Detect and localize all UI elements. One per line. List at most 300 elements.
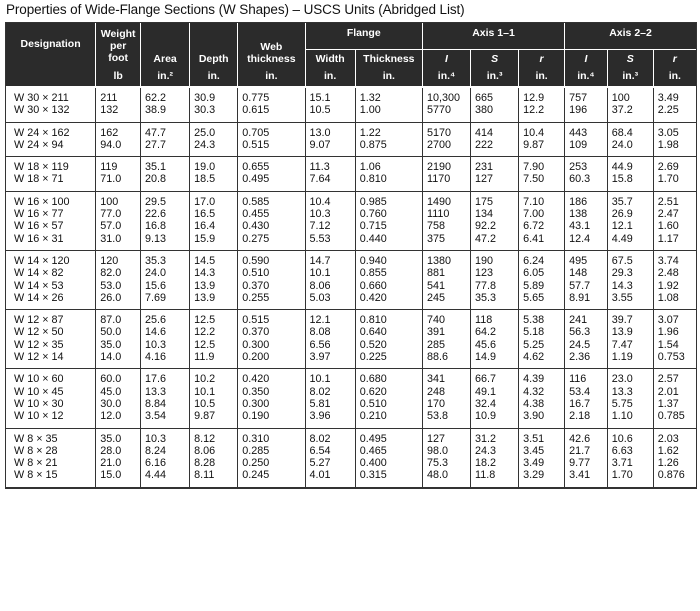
cell-axis1-I: 740 <box>422 310 470 327</box>
cell-depth: 25.0 <box>190 122 238 139</box>
cell-flange-width: 3.97 <box>305 351 355 369</box>
cell-weight: 53.0 <box>96 280 141 292</box>
cell-area: 6.16 <box>141 457 190 469</box>
cell-axis1-r: 6.05 <box>519 267 565 279</box>
cell-axis1-S: 222 <box>471 139 519 157</box>
header-axis1-r: r <box>519 50 565 66</box>
cell-flange-thickness: 0.810 <box>355 173 422 191</box>
cell-axis2-r: 1.08 <box>653 292 696 310</box>
cell-area: 15.6 <box>141 280 190 292</box>
cell-flange-width: 10.1 <box>305 369 355 386</box>
cell-depth: 11.9 <box>190 351 238 369</box>
cell-axis2-S: 68.4 <box>607 122 653 139</box>
cell-flange-width: 10.5 <box>305 104 355 122</box>
cell-axis1-I: 248 <box>422 386 470 398</box>
cell-weight: 28.0 <box>96 445 141 457</box>
header-flange-thickness: Thickness <box>355 50 422 66</box>
cell-designation: W 24 × 162 <box>14 126 70 139</box>
table-row <box>6 250 696 267</box>
cell-axis2-S: 1.19 <box>607 351 653 369</box>
cell-weight: 57.0 <box>96 220 141 232</box>
cell-axis1-I: 127 <box>422 428 470 445</box>
cell-depth: 10.1 <box>190 386 238 398</box>
cell-flange-width: 8.02 <box>305 428 355 445</box>
cell-flange-thickness: 0.660 <box>355 280 422 292</box>
cell-axis2-S: 29.3 <box>607 267 653 279</box>
cell-designation: W 14 × 26 <box>6 292 96 310</box>
cell-flange-width: 5.27 <box>305 457 355 469</box>
cell-axis2-I: 495 <box>565 250 608 267</box>
cell-axis1-I: 375 <box>422 233 470 251</box>
header-axis1-S: S <box>471 50 519 66</box>
cell-axis2-I: 253 <box>565 157 608 174</box>
cell-web-thickness: 0.515 <box>238 310 305 327</box>
cell-axis1-r: 5.65 <box>519 292 565 310</box>
cell-axis2-S: 4.49 <box>607 233 653 251</box>
cell-axis1-I: 75.3 <box>422 457 470 469</box>
cell-flange-width: 14.7 <box>305 250 355 267</box>
cell-axis2-I: 186 <box>565 191 608 208</box>
cell-axis1-r: 12.9 <box>519 87 565 104</box>
cell-axis2-I: 9.77 <box>565 457 608 469</box>
cell-axis1-I: 5770 <box>422 104 470 122</box>
cell-depth: 24.3 <box>190 139 238 157</box>
cell-depth: 8.11 <box>190 469 238 487</box>
header-web-line2: thickness <box>247 53 296 65</box>
cell-depth: 8.28 <box>190 457 238 469</box>
cell-web-thickness: 0.300 <box>238 339 305 351</box>
cell-axis1-I: 1170 <box>422 173 470 191</box>
cell-axis1-S: 32.4 <box>471 398 519 410</box>
cell-flange-thickness: 0.510 <box>355 398 422 410</box>
cell-axis2-r: 2.51 <box>653 191 696 208</box>
table-body <box>6 87 696 487</box>
cell-designation: W 12 × 35 <box>14 338 64 351</box>
cell-area: 27.7 <box>141 139 190 157</box>
cell-axis1-I: 341 <box>422 369 470 386</box>
cell-area: 35.1 <box>141 157 190 174</box>
header-axis1-S-unit: in.³ <box>471 65 519 87</box>
cell-axis2-r: 2.47 <box>653 208 696 220</box>
cell-depth: 13.9 <box>190 280 238 292</box>
cell-web-thickness: 0.310 <box>238 428 305 445</box>
cell-axis1-r: 12.2 <box>519 104 565 122</box>
cell-weight: 35.0 <box>96 428 141 445</box>
cell-weight: 82.0 <box>96 267 141 279</box>
cell-axis2-S: 13.3 <box>607 386 653 398</box>
cell-web-thickness: 0.510 <box>238 267 305 279</box>
cell-flange-thickness: 0.210 <box>355 410 422 428</box>
table-row <box>6 157 696 174</box>
cell-axis1-I: 53.8 <box>422 410 470 428</box>
cell-axis2-I: 53.4 <box>565 386 608 398</box>
cell-axis1-I: 48.0 <box>422 469 470 487</box>
header-weight-line1: Weight <box>100 28 136 40</box>
cell-flange-width: 4.01 <box>305 469 355 487</box>
cell-axis1-S: 380 <box>471 104 519 122</box>
cell-axis1-r: 6.24 <box>519 250 565 267</box>
cell-axis1-r: 3.51 <box>519 428 565 445</box>
cell-flange-thickness: 0.465 <box>355 445 422 457</box>
cell-axis1-r: 3.45 <box>519 445 565 457</box>
cell-axis2-r: 2.48 <box>653 267 696 279</box>
table-row <box>6 457 696 469</box>
cell-flange-width: 10.4 <box>305 191 355 208</box>
cell-weight: 120 <box>96 250 141 267</box>
cell-weight: 26.0 <box>96 292 141 310</box>
header-depth-unit: in. <box>190 65 238 87</box>
cell-axis2-I: 109 <box>565 139 608 157</box>
table-row <box>6 173 696 191</box>
cell-axis1-S: 123 <box>471 267 519 279</box>
table-row <box>6 339 696 351</box>
cell-axis2-I: 116 <box>565 369 608 386</box>
cell-axis1-S: 18.2 <box>471 457 519 469</box>
header-axis1-I-unit: in.⁴ <box>422 65 470 87</box>
table-row <box>6 351 696 369</box>
cell-flange-width: 9.07 <box>305 139 355 157</box>
table-row <box>6 445 696 457</box>
cell-web-thickness: 0.655 <box>238 157 305 174</box>
cell-flange-thickness: 0.715 <box>355 220 422 232</box>
cell-designation: W 18 × 71 <box>6 173 96 191</box>
cell-designation: W 14 × 82 <box>14 267 64 280</box>
header-axis2-I-unit: in.⁴ <box>565 65 608 87</box>
cell-area: 16.8 <box>141 220 190 232</box>
cell-axis1-r: 4.38 <box>519 398 565 410</box>
header-web-thickness <box>238 23 305 65</box>
cell-designation: W 14 × 53 <box>14 279 64 292</box>
cell-axis2-S: 3.71 <box>607 457 653 469</box>
cell-depth: 14.3 <box>190 267 238 279</box>
cell-flange-thickness: 0.855 <box>355 267 422 279</box>
cell-axis2-r: 0.876 <box>653 469 696 487</box>
table-row <box>6 220 696 232</box>
cell-weight: 15.0 <box>96 469 141 487</box>
cell-axis2-S: 24.0 <box>607 139 653 157</box>
table-row <box>6 104 696 122</box>
cell-axis2-I: 24.5 <box>565 339 608 351</box>
cell-designation: W 24 × 94 <box>6 139 96 157</box>
cell-axis2-S: 7.47 <box>607 339 653 351</box>
cell-weight: 211 <box>96 87 141 104</box>
cell-axis1-r: 10.4 <box>519 122 565 139</box>
cell-axis1-I: 285 <box>422 339 470 351</box>
cell-depth: 17.0 <box>190 191 238 208</box>
cell-flange-thickness: 0.315 <box>355 469 422 487</box>
cell-flange-width: 13.0 <box>305 122 355 139</box>
cell-axis1-r: 4.32 <box>519 386 565 398</box>
cell-flange-width: 8.06 <box>305 280 355 292</box>
cell-axis1-S: 92.2 <box>471 220 519 232</box>
cell-axis2-r: 3.74 <box>653 250 696 267</box>
header-weight-line3: foot <box>108 52 129 64</box>
header-weight <box>96 23 141 65</box>
header-depth: Depth <box>190 23 238 65</box>
cell-axis1-I: 1110 <box>422 208 470 220</box>
header-flange: Flange <box>305 23 422 50</box>
cell-axis1-r: 5.38 <box>519 310 565 327</box>
cell-axis2-r: 3.49 <box>653 87 696 104</box>
cell-web-thickness: 0.190 <box>238 410 305 428</box>
cell-web-thickness: 0.590 <box>238 250 305 267</box>
cell-flange-width: 8.02 <box>305 386 355 398</box>
cell-axis2-r: 1.60 <box>653 220 696 232</box>
header-axis1-r-unit: in. <box>519 65 565 87</box>
cell-axis2-r: 1.26 <box>653 457 696 469</box>
header-web-unit: in. <box>238 65 305 87</box>
cell-area: 20.8 <box>141 173 190 191</box>
cell-web-thickness: 0.430 <box>238 220 305 232</box>
cell-axis2-r: 1.98 <box>653 139 696 157</box>
cell-axis1-S: 24.3 <box>471 445 519 457</box>
cell-weight: 119 <box>96 157 141 174</box>
cell-axis2-r: 1.92 <box>653 280 696 292</box>
cell-web-thickness: 0.515 <box>238 139 305 157</box>
cell-designation: W 30 × 211 <box>14 92 69 104</box>
cell-axis2-S: 23.0 <box>607 369 653 386</box>
cell-axis2-S: 1.70 <box>607 469 653 487</box>
cell-web-thickness: 0.245 <box>238 469 305 487</box>
cell-axis2-S: 39.7 <box>607 310 653 327</box>
cell-depth: 8.06 <box>190 445 238 457</box>
cell-designation: W 12 × 87 <box>14 314 64 327</box>
cell-depth: 30.9 <box>190 87 238 104</box>
cell-flange-width: 5.03 <box>305 292 355 310</box>
cell-depth: 12.5 <box>190 339 238 351</box>
cell-axis1-I: 170 <box>422 398 470 410</box>
header-flange-width: Width <box>305 50 355 66</box>
cell-depth: 14.5 <box>190 250 238 267</box>
cell-axis1-S: 14.9 <box>471 351 519 369</box>
cell-axis2-I: 8.91 <box>565 292 608 310</box>
cell-axis1-S: 118 <box>471 310 519 327</box>
cell-axis2-I: 241 <box>565 310 608 327</box>
cell-axis2-S: 13.9 <box>607 326 653 338</box>
cell-flange-thickness: 0.440 <box>355 233 422 251</box>
header-axis-1-1: Axis 1–1 <box>422 23 564 50</box>
cell-designation: W 12 × 14 <box>6 351 96 369</box>
cell-axis2-I: 2.36 <box>565 351 608 369</box>
cell-axis2-I: 757 <box>565 87 608 104</box>
cell-flange-width: 7.12 <box>305 220 355 232</box>
cell-axis2-S: 10.6 <box>607 428 653 445</box>
cell-weight: 45.0 <box>96 386 141 398</box>
cell-axis2-I: 12.4 <box>565 233 608 251</box>
cell-axis2-r: 1.54 <box>653 339 696 351</box>
cell-axis2-S: 14.3 <box>607 280 653 292</box>
cell-flange-width: 7.64 <box>305 173 355 191</box>
cell-flange-width: 3.96 <box>305 410 355 428</box>
cell-depth: 8.12 <box>190 428 238 445</box>
table-row <box>6 191 696 208</box>
cell-area: 38.9 <box>141 104 190 122</box>
cell-weight: 12.0 <box>96 410 141 428</box>
cell-weight: 14.0 <box>96 351 141 369</box>
cell-web-thickness: 0.250 <box>238 457 305 469</box>
cell-axis1-r: 3.29 <box>519 469 565 487</box>
cell-axis1-I: 245 <box>422 292 470 310</box>
cell-axis2-r: 1.17 <box>653 233 696 251</box>
cell-axis1-S: 47.2 <box>471 233 519 251</box>
page-title: Properties of Wide-Flange Sections (W Shapes) – USCS Units (Abridged List) <box>6 2 465 17</box>
cell-flange-thickness: 0.680 <box>355 369 422 386</box>
cell-flange-thickness: 1.32 <box>355 87 422 104</box>
cell-web-thickness: 0.775 <box>238 87 305 104</box>
cell-web-thickness: 0.615 <box>238 104 305 122</box>
cell-weight: 50.0 <box>96 326 141 338</box>
cell-weight: 162 <box>96 122 141 139</box>
cell-weight: 71.0 <box>96 173 141 191</box>
cell-axis2-S: 12.1 <box>607 220 653 232</box>
table-row <box>6 410 696 428</box>
cell-area: 8.84 <box>141 398 190 410</box>
cell-flange-width: 8.08 <box>305 326 355 338</box>
cell-depth: 16.4 <box>190 220 238 232</box>
cell-axis1-I: 2190 <box>422 157 470 174</box>
cell-axis1-S: 134 <box>471 208 519 220</box>
cell-weight: 94.0 <box>96 139 141 157</box>
cell-weight: 31.0 <box>96 233 141 251</box>
cell-web-thickness: 0.370 <box>238 280 305 292</box>
cell-flange-width: 11.3 <box>305 157 355 174</box>
cell-axis1-S: 414 <box>471 122 519 139</box>
cell-axis1-r: 6.41 <box>519 233 565 251</box>
table-row <box>6 428 696 445</box>
cell-axis2-I: 21.7 <box>565 445 608 457</box>
cell-flange-thickness: 0.640 <box>355 326 422 338</box>
cell-axis1-r: 4.39 <box>519 369 565 386</box>
cell-axis2-I: 443 <box>565 122 608 139</box>
header-web-line1: Web <box>260 41 283 53</box>
cell-axis1-I: 881 <box>422 267 470 279</box>
cell-axis2-S: 26.9 <box>607 208 653 220</box>
cell-axis1-S: 77.8 <box>471 280 519 292</box>
cell-axis1-S: 66.7 <box>471 369 519 386</box>
cell-axis1-r: 7.90 <box>519 157 565 174</box>
cell-designation: W 8 × 28 <box>14 444 58 457</box>
cell-axis2-I: 60.3 <box>565 173 608 191</box>
cell-axis1-I: 2700 <box>422 139 470 157</box>
table-row <box>6 267 696 279</box>
cell-axis2-I: 138 <box>565 208 608 220</box>
cell-axis2-I: 196 <box>565 104 608 122</box>
cell-axis1-I: 1490 <box>422 191 470 208</box>
cell-axis1-r: 5.25 <box>519 339 565 351</box>
cell-area: 22.6 <box>141 208 190 220</box>
cell-axis2-S: 15.8 <box>607 173 653 191</box>
cell-flange-width: 12.1 <box>305 310 355 327</box>
cell-designation: W 30 × 132 <box>6 104 96 122</box>
cell-designation: W 16 × 77 <box>14 208 64 221</box>
cell-depth: 19.0 <box>190 157 238 174</box>
cell-area: 29.5 <box>141 191 190 208</box>
header-weight-unit: lb <box>96 65 141 87</box>
cell-flange-width: 6.54 <box>305 445 355 457</box>
cell-flange-thickness: 1.00 <box>355 104 422 122</box>
header-axis-2-2: Axis 2–2 <box>565 23 696 50</box>
cell-designation: W 10 × 45 <box>14 385 64 398</box>
cell-flange-thickness: 0.620 <box>355 386 422 398</box>
cell-designation: W 10 × 30 <box>14 397 64 410</box>
cell-web-thickness: 0.455 <box>238 208 305 220</box>
cell-axis1-r: 5.18 <box>519 326 565 338</box>
cell-depth: 12.2 <box>190 326 238 338</box>
header-axis1-I: I <box>422 50 470 66</box>
cell-area: 8.24 <box>141 445 190 457</box>
cell-axis1-S: 190 <box>471 250 519 267</box>
cell-axis1-I: 541 <box>422 280 470 292</box>
cell-axis2-S: 1.10 <box>607 410 653 428</box>
cell-flange-thickness: 1.06 <box>355 157 422 174</box>
cell-weight: 77.0 <box>96 208 141 220</box>
table-row <box>6 398 696 410</box>
header-axis2-r-unit: in. <box>653 65 696 87</box>
cell-area: 9.13 <box>141 233 190 251</box>
cell-axis1-r: 7.00 <box>519 208 565 220</box>
header-axis2-r: r <box>653 50 696 66</box>
cell-axis2-I: 56.3 <box>565 326 608 338</box>
cell-area: 47.7 <box>141 122 190 139</box>
header-designation: Designation <box>6 23 96 65</box>
cell-web-thickness: 0.275 <box>238 233 305 251</box>
cell-weight: 87.0 <box>96 310 141 327</box>
cell-axis1-r: 9.87 <box>519 139 565 157</box>
cell-axis1-S: 10.9 <box>471 410 519 428</box>
cell-axis1-I: 98.0 <box>422 445 470 457</box>
table-row <box>6 469 696 487</box>
cell-area: 10.3 <box>141 339 190 351</box>
cell-axis2-r: 2.57 <box>653 369 696 386</box>
cell-axis2-r: 3.07 <box>653 310 696 327</box>
cell-designation: W 8 × 35 <box>14 432 58 445</box>
cell-flange-thickness: 0.520 <box>355 339 422 351</box>
header-area-unit: in.² <box>141 65 190 87</box>
cell-weight: 132 <box>96 104 141 122</box>
cell-axis1-S: 231 <box>471 157 519 174</box>
cell-axis2-r: 1.37 <box>653 398 696 410</box>
cell-flange-thickness: 0.760 <box>355 208 422 220</box>
cell-area: 17.6 <box>141 369 190 386</box>
cell-axis1-S: 31.2 <box>471 428 519 445</box>
header-flange-width-unit: in. <box>305 65 355 87</box>
cell-axis1-r: 4.62 <box>519 351 565 369</box>
cell-axis2-S: 37.2 <box>607 104 653 122</box>
cell-flange-thickness: 0.875 <box>355 139 422 157</box>
header-designation-unit <box>6 65 96 87</box>
cell-axis2-I: 57.7 <box>565 280 608 292</box>
cell-depth: 18.5 <box>190 173 238 191</box>
cell-axis2-S: 6.63 <box>607 445 653 457</box>
cell-area: 4.44 <box>141 469 190 487</box>
cell-designation: W 16 × 100 <box>14 195 70 208</box>
cell-axis2-r: 2.69 <box>653 157 696 174</box>
cell-designation: W 16 × 57 <box>14 220 64 233</box>
cell-axis1-S: 45.6 <box>471 339 519 351</box>
cell-area: 25.6 <box>141 310 190 327</box>
cell-flange-width: 5.53 <box>305 233 355 251</box>
table-row <box>6 122 696 139</box>
cell-axis1-S: 35.3 <box>471 292 519 310</box>
cell-designation: W 18 × 119 <box>14 161 69 174</box>
properties-table-container <box>5 22 697 489</box>
cell-web-thickness: 0.300 <box>238 398 305 410</box>
cell-flange-thickness: 0.940 <box>355 250 422 267</box>
header-axis2-I: I <box>565 50 608 66</box>
cell-axis1-S: 11.8 <box>471 469 519 487</box>
cell-axis2-r: 0.753 <box>653 351 696 369</box>
cell-designation: W 16 × 31 <box>6 233 96 251</box>
